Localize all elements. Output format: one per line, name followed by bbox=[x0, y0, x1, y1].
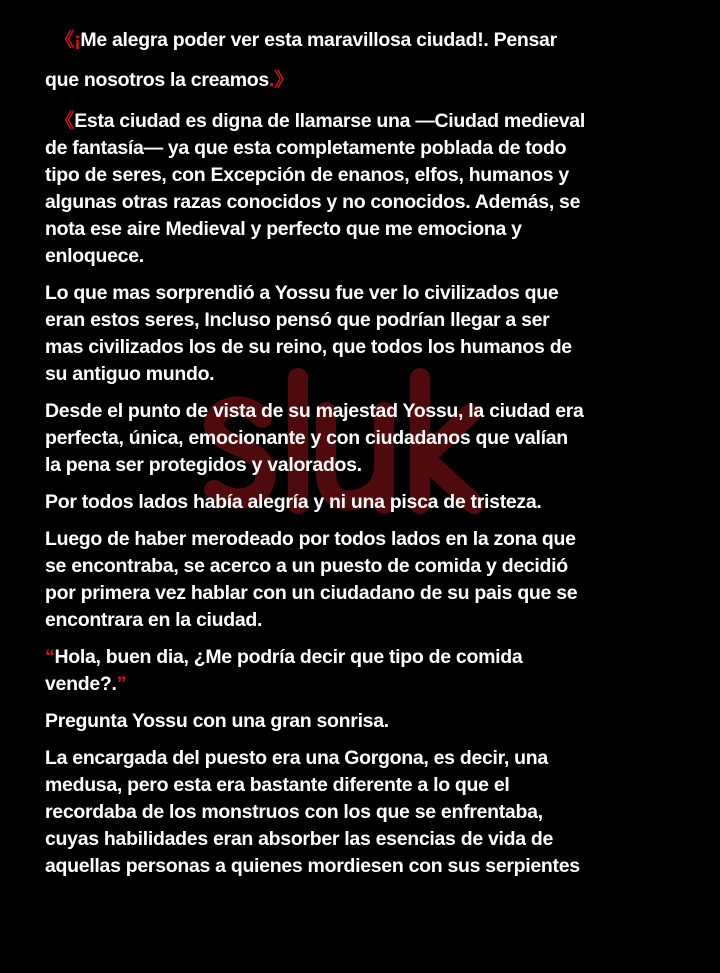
line-text: la pena ser protegidos y valorados. bbox=[45, 454, 362, 476]
text-line bbox=[45, 162, 695, 189]
text-line bbox=[45, 607, 695, 634]
text-line bbox=[45, 452, 695, 479]
red-punctuation: 《 bbox=[55, 110, 75, 132]
paragraph bbox=[45, 489, 695, 516]
line-text: perfecta, única, emocionante y con ciudadanos que valían bbox=[45, 427, 568, 449]
line-text: algunas otras razas conocidos y no conocidos. Además, se bbox=[45, 191, 581, 213]
red-punctuation: “ bbox=[45, 646, 55, 668]
line-text: vende?. bbox=[45, 673, 117, 695]
line-text: Lo que mas sorprendió a Yossu fue ver lo civilizados que bbox=[45, 282, 559, 304]
text-line bbox=[45, 108, 695, 135]
text-line bbox=[45, 671, 695, 698]
line-text: tipo de seres, con Excepción de enanos, elfos, humanos y bbox=[45, 164, 569, 186]
line-text: Hola, buen dia, ¿Me podría decir que tipo de comida bbox=[54, 646, 523, 668]
document-body bbox=[45, 20, 695, 890]
paragraph bbox=[45, 20, 695, 100]
text-line bbox=[45, 553, 695, 580]
line-text: Desde el punto de vista de su majestad Yossu, la ciudad era bbox=[45, 400, 584, 422]
red-punctuation: ” bbox=[116, 673, 127, 695]
line-text: nota ese aire Medieval y perfecto que me emociona y bbox=[45, 218, 522, 240]
red-punctuation: .》 bbox=[268, 69, 294, 91]
paragraph bbox=[45, 280, 695, 388]
text-line bbox=[45, 772, 695, 799]
text-line bbox=[45, 280, 695, 307]
text-line bbox=[45, 799, 695, 826]
text-line bbox=[45, 745, 695, 772]
line-text: por primera vez hablar con un ciudadano de su pais que se bbox=[45, 582, 578, 604]
text-line bbox=[45, 307, 695, 334]
paragraph bbox=[45, 398, 695, 479]
line-text: cuyas habilidades eran absorber las esencias de vida de bbox=[45, 828, 554, 850]
text-line bbox=[45, 216, 695, 243]
text-line bbox=[45, 189, 695, 216]
text-line bbox=[45, 580, 695, 607]
text-line bbox=[45, 20, 695, 60]
line-text: su antiguo mundo. bbox=[45, 363, 215, 385]
text-line bbox=[45, 853, 695, 880]
line-text: Pregunta Yossu con una gran sonrisa. bbox=[45, 710, 389, 732]
line-text: recordaba de los monstruos con los que se enfrentaba, bbox=[45, 801, 543, 823]
text-line bbox=[45, 708, 695, 735]
text-line bbox=[45, 243, 695, 270]
line-text: encontrara en la ciudad. bbox=[45, 609, 263, 631]
paragraph bbox=[45, 526, 695, 634]
red-punctuation: 《¡ bbox=[55, 29, 81, 51]
text-line bbox=[45, 60, 695, 100]
paragraph bbox=[45, 708, 695, 735]
text-line bbox=[45, 826, 695, 853]
line-text: aquellas personas a quienes mordiesen con sus serpientes bbox=[45, 855, 580, 877]
text-line bbox=[45, 398, 695, 425]
line-text: Esta ciudad es digna de llamarse una —Ciudad medieval bbox=[74, 110, 585, 132]
text-line bbox=[45, 644, 695, 671]
text-line bbox=[45, 361, 695, 388]
paragraph bbox=[45, 644, 695, 698]
line-text: de fantasía— ya que esta completamente poblada de todo bbox=[45, 137, 567, 159]
text-line bbox=[45, 489, 695, 516]
line-text: eran estos seres, Incluso pensó que podrían llegar a ser bbox=[45, 309, 550, 331]
paragraph bbox=[45, 108, 695, 270]
text-line bbox=[45, 135, 695, 162]
line-text: medusa, pero esta era bastante diferente a lo que el bbox=[45, 774, 510, 796]
text-line bbox=[45, 334, 695, 361]
line-text: se encontraba, se acerco a un puesto de comida y decidió bbox=[45, 555, 568, 577]
line-text: que nosotros la creamos bbox=[45, 69, 269, 91]
line-text: mas civilizados los de su reino, que todos los humanos de bbox=[45, 336, 572, 358]
line-text: enloquece. bbox=[45, 245, 144, 267]
text-line bbox=[45, 425, 695, 452]
line-text: Por todos lados había alegría y ni una pisca de tristeza. bbox=[45, 491, 542, 513]
line-text: La encargada del puesto era una Gorgona, es decir, una bbox=[45, 747, 548, 769]
text-line bbox=[45, 526, 695, 553]
line-text: Luego de haber merodeado por todos lados en la zona que bbox=[45, 528, 576, 550]
paragraph bbox=[45, 745, 695, 880]
line-text: Me alegra poder ver esta maravillosa ciudad!. Pensar bbox=[80, 29, 557, 51]
